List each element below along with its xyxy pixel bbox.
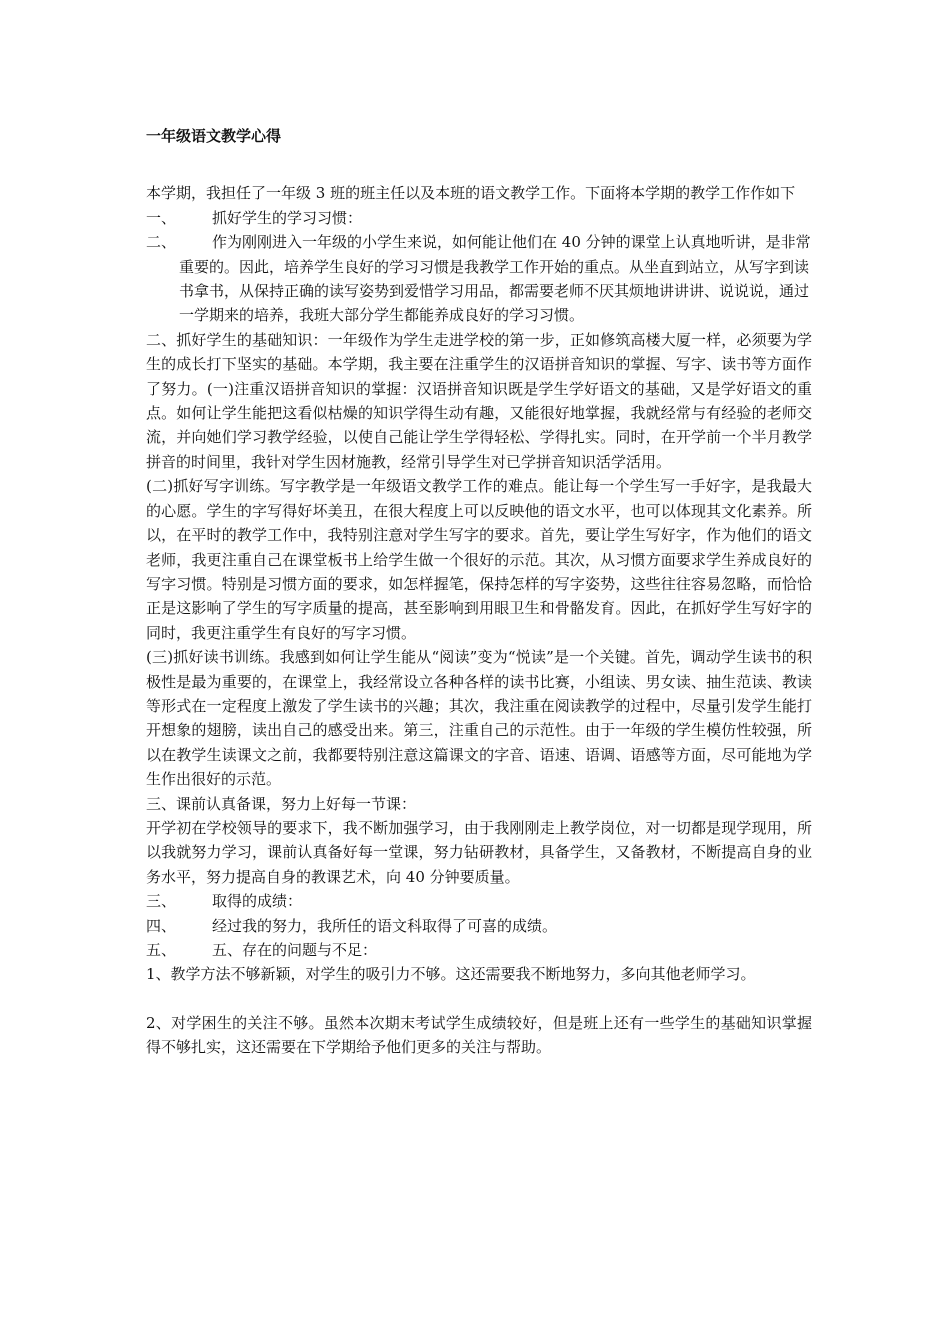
list-item-1 — [146, 206, 812, 230]
list-item-4 — [146, 914, 812, 938]
prep-paragraph: 开学初在学校领导的要求下，我不断加强学习，由于我刚刚走上教学岗位，对一切都是现学现用，所以我就努力学习，课前认真备好每一堂课，努力钻研教材，具备学生，又备教材，不断提高自身的业务水平，努力提高自身的教课艺术，向 40 分钟要质量。 — [146, 818, 812, 886]
list-item-5 — [146, 938, 812, 962]
list-number: 三、 — [146, 892, 177, 911]
list-number: 一、 — [146, 208, 177, 227]
list-item-2 — [146, 230, 812, 328]
list-number: 四、 — [146, 916, 177, 935]
list-text: 取得的成绩： — [212, 892, 303, 911]
basics-paragraph: 二、抓好学生的基础知识：一年级作为学生走进学校的第一步，正如修筑高楼大厦一样，必须要为学生的成长打下坚实的基础。本学期，我主要在注重学生的汉语拼音知识的掌握、写字、读书等方面作了努力。(一)注重汉语拼音知识的掌握：汉语拼音知识既是学生学好语文的基础，又是学好语文的重点。如何让学生能把这看似枯燥的知识学得生动有趣，又能很好地掌握，我就经常与有经验的老师交流，并向她们学习教学经验，以使自己能让学生学得轻松、学得扎实。同时，在开学前一个半月教学拼音的时间里，我针对学生因材施教，经常引导学生对已学拼音知识活学活用。 — [146, 330, 812, 471]
intro-paragraph: 本学期，我担任了一年级 3 班的班主任以及本班的语文教学工作。下面将本学期的教学工作作如下 — [146, 184, 796, 203]
reading-paragraph: (三)抓好读书训练。我感到如何让学生能从“阅读”变为“悦读”是一个关键。首先，调动学生读书的积极性是最为重要的，在课堂上，我经常设立各种各样的读书比赛，小组读、男女读、抽生范读、教读等形式在一定程度上激发了学生读书的兴趣；其次，我注重在阅读教学的过程中，尽量引发学生能打开想象的翅膀，读出自己的感受出来。第三，注重自己的示范性。由于一年级的学生模仿性较强，所以在教学生读课文之前，我都要特别注意这篇课文的字音、语速、语调、语感等方面，尽可能地为学生作出很好的示范。 — [146, 648, 812, 789]
list-item-3 — [146, 889, 812, 913]
writing-paragraph: (二)抓好写字训练。写字教学是一年级语文教学工作的难点。能让每一个学生写一手好字，是我最大的心愿。学生的字写得好坏美丑，在很大程度上可以反映他的语文水平，也可以体现其文化素养。所以，在平时的教学工作中，我特别注意对学生写字的要求。首先，要让学生写好字，作为他们的语文老师，我更注重自己在课堂板书上给学生做一个很好的示范。其次，从习惯方面要求学生养成良好的写字习惯。特别是习惯方面的要求，如怎样握笔，保持怎样的写字姿势，这些往往容易忽略，而恰恰正是这影响了学生的写字质量的提高，甚至影响到用眼卫生和骨骼发育。因此，在抓好学生写好字的同时，我更注重学生有良好的写字习惯。 — [146, 477, 812, 642]
list-number: 二、 — [146, 233, 177, 252]
list-number: 五、 — [146, 941, 177, 959]
blank-line — [146, 987, 812, 1011]
list-text: 经过我的努力，我所任的语文科取得了可喜的成绩。 — [212, 916, 558, 935]
problem-2: 2、对学困生的关注不够。虽然本次期末考试学生成绩较好，但是班上还有一些学生的基础知识掌握得不够扎实，这还需要在下学期给予他们更多的关注与帮助。 — [146, 1013, 812, 1057]
document-page — [146, 124, 812, 1060]
prep-heading: 三、课前认真备课，努力上好每一节课： — [146, 794, 417, 813]
list-text: 作为刚刚进入一年级的小学生来说，如何能让他们在 40 分钟的课堂上认真地听讲，是非常重要的。因此，培养学生良好的学习习惯是我教学工作开始的重点。从坐直到站立，从写字到读书拿书，从保持正确的读写姿势到爱惜学习用品，都需要老师不厌其烦地讲讲讲、说说说，通过一学期来的培养，我班大部分学生都能养成良好的学习习惯。 — [179, 233, 811, 325]
problem-1: 1、教学方法不够新颖，对学生的吸引力不够。这还需要我不断地努力，多向其他老师学习。 — [146, 965, 756, 984]
list-text: 抓好学生的学习习惯： — [212, 208, 363, 227]
list-text: 五、存在的问题与不足： — [212, 941, 378, 959]
document-title: 一年级语文教学心得 — [146, 127, 282, 145]
